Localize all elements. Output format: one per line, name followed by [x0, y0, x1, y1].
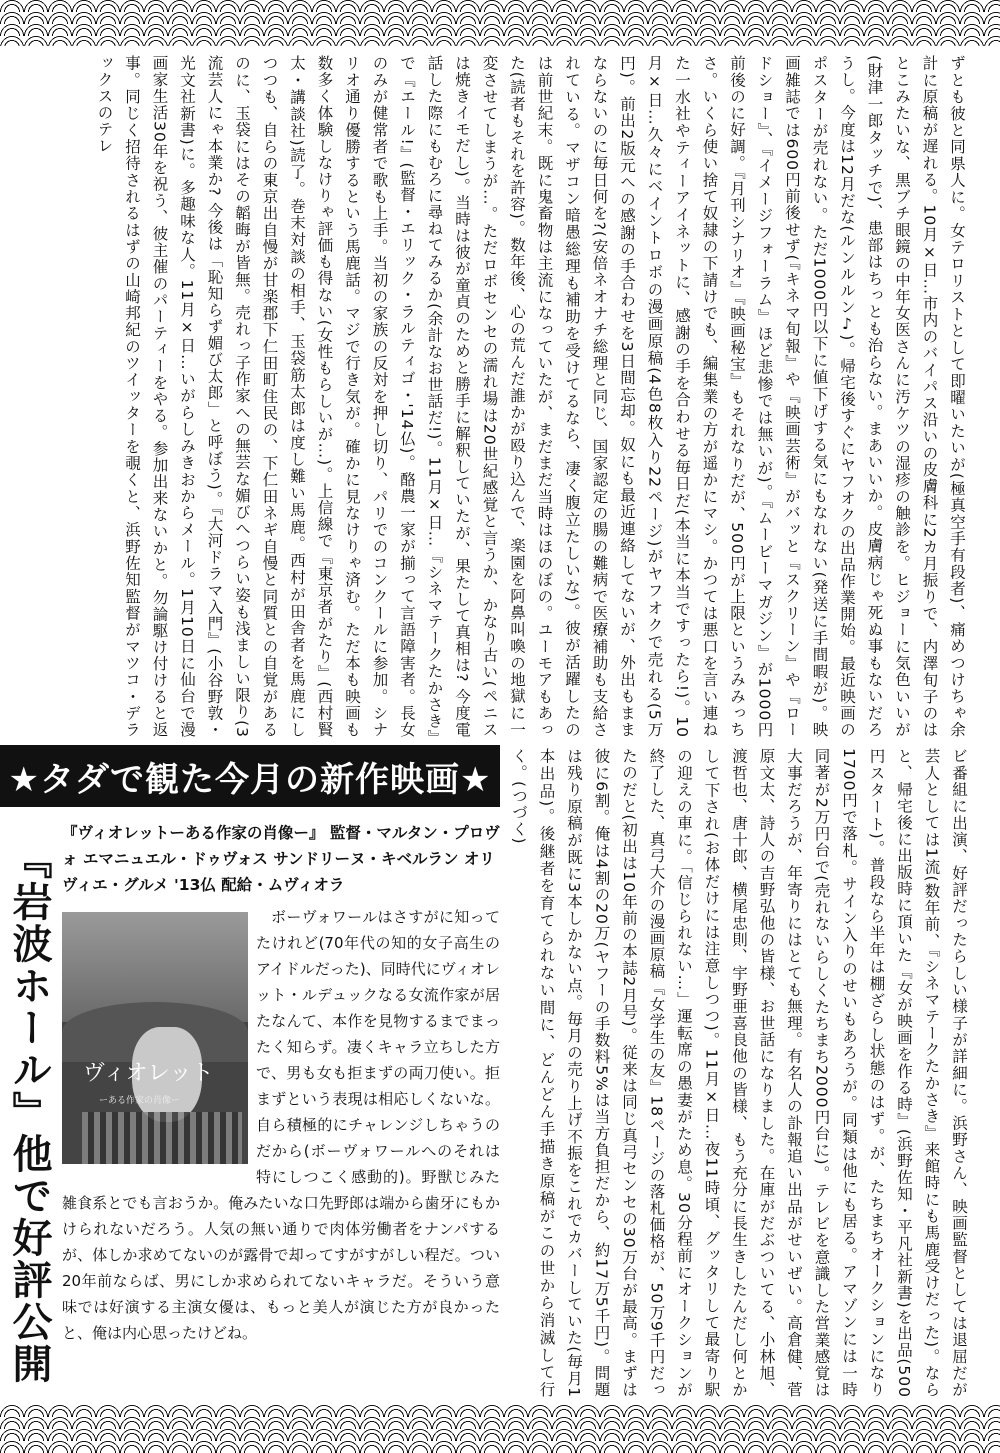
film-review-body: ボーヴォワールはさすがに知ってたけれど(70年代の知的女子高生のアイドルだった)、同時代にヴィオレット・ルデュックなる女流作家が居たなんて、本作を見物するまでまったく知らず。凄くキャラ立ちした方で、男も女も拒まずの両刀使い。拒まずという表現は相応しくないな。自ら積極的にチャレンジしちゃうのだから(ボーヴォワールへのそれは特にしつこく感動的)。野獣じみた雑食系とでも言おうか。俺みたいな口先野郎は端から歯牙にもかけられないだろう。人気の無い通りで肉体労働者をナンパするが、体しか求めてないのが露骨で却ってすがすがしい程だ。つい20年前ならば、男にしか求められてないキャラだ。そういう意味では好演する主演女優は、もっと美人が演じた方が良かったと、俺は内心思ったけどね。 [62, 908, 500, 1342]
column-text-upper: ずとも彼と同県人に。女テロリストとして即曜いたいが(極真空手有段者)、痛めつけちゃ余計に原稿が遅れる。10月×日…市内のバイパス沿いの皮膚科に2カ月振りで、内澤旬子のはとこみたいな、黒ブチ眼鏡の中年女医さんに汚ケツの湿疹の触診を。ヒジョーに気色いいが(財津一郎タッチで)、患部はちっとも治らない。まあいいか。皮膚病じゃ死ぬ事もないだろうし。今度は12月だな(ルンルルン♪)。帰宅後すぐにヤフオクの出品作業開始。最近映画のポスターが売れない。ただ1000円以下に値下げする気にもなれない(発送に手間暇が)。映画雑誌では600円前後せず(『キネマ旬報』や『映画芸術』がバッと『スクリーン』や『ロードショー』、『イメージフォーラム』ほど悲惨では無いが)。『ムービーマガジン』が1000円前後のに好調。『月刊シナリオ』『映画秘宝』もそれなりだが、500円が上限というみみっちさ。いくら使い捨て奴隷の下請けでも、編集業の方が遥かにマシ。かつては悪口を言い連ねた一水社やティーアイネットに、感謝の手を合わせる毎日だ(本当に本当ですったら!)。10月×日…久々にベイントロボの漫画原稿(4色8枚入り22ページ)がヤフオクで売れる(5万円)。前出2版元への感謝の手合わせを3日間忘却。奴にも最近連絡してないが、外出もままならないのに毎日何を?(安倍ネオナチ総理と同じ、国家認定の腸の難病で医療補助も支給されている。マザコン暗愚総理も補助を受けてるなら、凄く腹立たしいな)。彼が活躍したのは前世紀末。既に鬼畜物は主流になっていたが、まだまだ当時はほのぼの。ユーモアもあった(読者もそれを許容)。数年後、心の荒んだ誰かが殴り込んで、楽園を阿鼻叫喚の地獄に一変させてしまうが…。ただロボセンセの濡れ場は20世紀感覚と言うか、かなり古い(ペニスは焼きイモだし)。当時は彼が童貞のためと勝手に解釈していたが、果たして真相は? 今度電話した際にもむろに尋ねてみるか(余計なお世話だ!)。11月×日…『シネマテークたかさき』で『エール!』(監督・エリック・ラルティゴ・'14仏)。酪農一家が揃って言語障害者。長女のみが健常者で歌も上手。当初の家族の反対を押し切り、パリでのコンクールに参加。シナリオ通り優勝するという馬鹿話。マジで行き気が。確かに見なけりゃ済む。ただ本も映画も数多く体験しなけりゃ評価も得ない(女性もらしいが…)。上信線で『東京者がたり』(西村賢太・講談社)読了。巻末対談の相手、玉袋筋太郎は度し難い馬鹿。西村が田舎者を馬鹿にしつつも、自らの東京出自慢が甘楽郡下仁田町住民の、下仁田ネギ自慢と同質との自覚があるのに、玉袋にはその韜晦が皆無。売れっ子作家への無芸な媚びへつらい姿も浅ましい限り(3流芸人にゃ本業か? 今後は「恥知らず媚び太郎」と呼ぼう)。『大河ドラマ入門』(小谷野敦・光文社新書)に。多趣味な人。11月×日…いがらしみきおからメール。1月10日に仙台で漫画家生活30年を祝う、彼主催のパーティーをやる。参加出来ないかと。勿論駆け付けると返事。同じく招待されるはずの山崎邦紀のツイッターを覗くと、浜野佐知監督がマツコ・デラックスのテレ [95, 55, 966, 738]
poster-plaid-clothing [82, 1112, 242, 1164]
poster-title: ヴィオレット [83, 1061, 214, 1086]
section-title-box: ★タダで観た今月の新作映画★ [0, 745, 500, 807]
side-heading-vertical: 『岩波ホール』他で好評公開 [6, 839, 52, 1385]
poster-subtitle: ーある作家の肖像ー [99, 1096, 181, 1106]
top-decorative-wave-band [0, 0, 1000, 46]
column-text-lower: ビ番組に出演、好評だったらしい様子が詳細に。浜野さん、映画監督としては退屈だが芸人としては1流(数年前、『シネマテークたかさき』来館時にも馬鹿受けだった)。ならと、帰宅後に出版時に頂いた『女が映画を作る時』(浜野佐知・平凡社新書)を出品(500円スタート)。普段なら半年は棚ざらし状態のはず。が、たちまちオークションになり1700円で落札。サイン入りのせいもあろうが。同類は他にも居る。アマゾンには一時同著が2万円台で(売れないらしくたちまち2000円台に)。テレビを意識した営業感覚は大事だろうが、年寄りにはとても無理。有名人の訃報追い出品がせいぜい。高倉健、菅原文太、詩人の吉野弘他の皆様、お世話になりました。在庫がだぶついてる、小林旭、渡哲也、唐十郎、横尾忠則、宇野亜喜良他の皆様、もう充分に長生きしたんだし何とかして下され(お体だけには注意しつつ)。11月×日…夜11時頃、グッタリして最寄り駅の迎えの車に。「信じられない…」運転席の愚妻がため息。30分程前にオークションが終了した、真弓大介の漫画原稿『女学生の友』18ページの落札価格が、50万9千円だったのだと(初出は10年前の本誌2月号)。従来は同じ真弓センセの30万台が最高。まずは彼に6割。俺は4割の20万(ヤフーの手数料5%は当方負担だから、約17万5千円)。問題は残り原稿が既に3本しかない点。毎月の売り上げ不振をこれでカバーしていた(毎月1本出品)。後継者を育てられない間に、どんどん手描き原稿がこの世から消滅して行く。(つづく) [510, 748, 968, 1398]
film-credits: 『ヴィオレットーある作家の肖像ー』 監督・マルタン・プロヴォ エマニュエル・ドゥヴォス サンドリーヌ・キベルラン オリヴィエ・グルメ '13仏 配給・ムヴィオラ [62, 824, 500, 894]
film-review-box [62, 812, 500, 1402]
film-review-text [62, 904, 500, 1346]
movie-poster-image [62, 912, 248, 1164]
bottom-decorative-wave-band [0, 1405, 1000, 1453]
